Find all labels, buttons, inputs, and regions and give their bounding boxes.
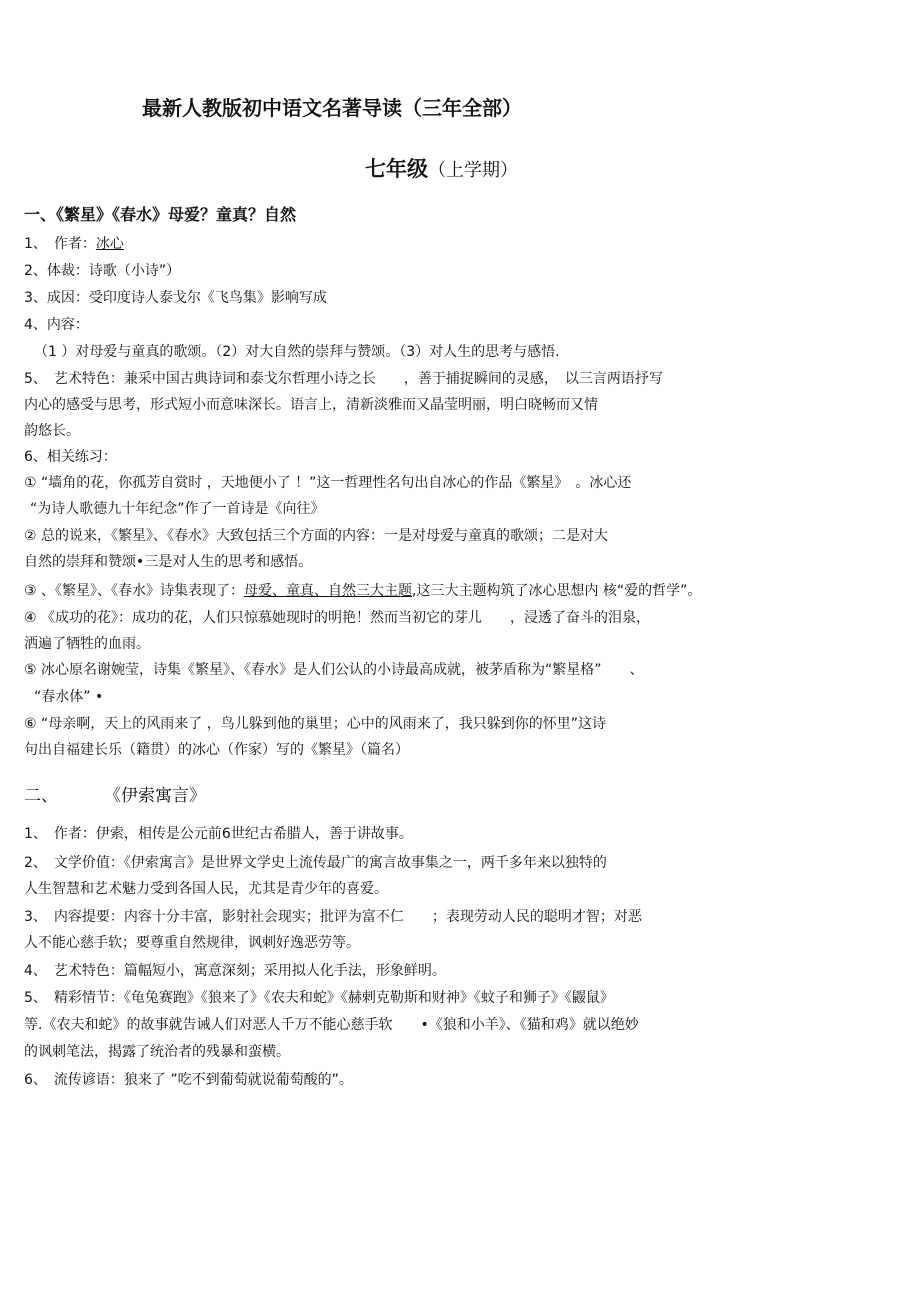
s2-plot-line2: 等.《农夫和蛇》的故事就告诫人们对恶人千万不能心慈手软 •《狼和小羊》、《猫和鸡》就以绝妙: [24, 1017, 639, 1033]
s1-ex2-line1: ② 总的说来，《繁星》、《春水》大致包括三个方面的内容：一是对母爱与童真的歌颂；二是对大: [24, 528, 608, 544]
s1-ex4-line1: ④ 《成功的花》：成功的花，人们只惊慕她现时的明艳！然而当初它的芽儿 ，浸透了奋斗的泪泉，: [24, 610, 650, 626]
s2-content-line2: 人不能心慈手软；要尊重自然规律，讽刺好逸恶劳等。: [24, 935, 360, 951]
section1-heading: 一、《繁星》《春水》母爱？童真？自然: [24, 205, 297, 224]
s1-ex2-line2: 自然的崇拜和赞颂•三是对人生的思考和感悟。: [24, 554, 313, 570]
s1-genre: 2、体裁：诗歌（小诗”）: [24, 263, 181, 279]
s2-plot-line1: 5、 精彩情节：《龟兔赛跑》《狼来了》《农夫和蛇》《赫剌克勒斯和财神》《蚊子和狮子》《鼹鼠》: [24, 990, 614, 1006]
s2-plot-line3: 的讽刺笔法，揭露了统治者的残暴和蛮横。: [24, 1044, 290, 1060]
grade-heading: [365, 155, 518, 185]
s1-author-line: [24, 235, 124, 253]
s1-ex4-line2: 洒遍了牺牲的血雨。: [24, 636, 150, 652]
s2-value-line1: 2、 文学价值：《伊索寓言》是世界文学史上流传最广的寓言故事集之一，两千多年来以独特的: [24, 855, 607, 871]
s1-ex5-line1: ⑤ 冰心原名谢婉莹，诗集《繁星》、《春水》是人们公认的小诗最高成就，被茅盾称为“繁星格” 、: [24, 662, 644, 678]
s1-content-items: （1 ）对母爱与童真的歌颂。（2）对大自然的崇拜与赞颂。（3）对人生的思考与感悟.: [34, 344, 560, 360]
s1-ex1-line2: “为诗人歌德九十年纪念”作了一首诗是《向往》: [30, 501, 325, 517]
section2-heading-title: 《伊索寓言》: [104, 786, 206, 806]
s1-ex6-line2: 句出自福建长乐（籍贯）的冰心（作家）写的《繁星》（篇名）: [24, 742, 409, 758]
grade-main: 七年级: [365, 157, 428, 181]
s1-exercise-label: 6、相关练习：: [24, 449, 117, 465]
s2-proverb: 6、 流传谚语：狼来了 ”吃不到葡萄就说葡萄酸的”。: [24, 1072, 353, 1088]
s1-ex3-after: ,这三大主题构筑了冰心思想内 核“爱的哲学”。: [412, 583, 702, 599]
grade-term: （上学期）: [428, 160, 518, 181]
s1-author-prefix: 1、 作者：: [24, 236, 96, 252]
s2-author: 1、 作者：伊索，相传是公元前6世纪古希腊人，善于讲故事。: [24, 826, 413, 842]
section2-heading-num: 二、: [24, 786, 58, 806]
document-title: 最新人教版初中语文名著导读（三年全部）: [142, 96, 522, 120]
s1-content-label: 4、内容：: [24, 317, 89, 333]
s1-ex3: [24, 582, 701, 600]
s1-art-line2: 内心的感受与思考，形式短小而意味深长。语言上，清新淡雅而又晶莹明丽，明白晓畅而又情: [24, 397, 598, 413]
s2-value-line2: 人生智慧和艺术魅力受到各国人民，尤其是青少年的喜爱。: [24, 881, 388, 897]
s1-author-name: 冰心: [95, 236, 124, 252]
s2-content-line1: 3、 内容提要：内容十分丰富，影射社会现实；批评为富不仁 ；表现劳动人民的聪明才智；对恶: [24, 909, 642, 925]
s1-ex3-before: ③ 、《繁星》、《春水》诗集表现了：: [24, 583, 244, 599]
s1-ex3-underlined: 母爱、童真、自然三大主题: [244, 583, 412, 599]
s2-art: 4、 艺术特色：篇幅短小，寓意深刻；采用拟人化手法，形象鲜明。: [24, 963, 446, 979]
s1-origin: 3、成因：受印度诗人泰戈尔《飞鸟集》影响写成: [24, 290, 327, 306]
s1-art-line3: 韵悠长。: [24, 423, 80, 439]
s1-ex1-line1: ① “墙角的花，你孤芳自赏时 ，天地便小了 ！”这一哲理性名句出自冰心的作品《繁星》 。冰心还: [24, 475, 632, 491]
s1-art-line1: 5、 艺术特色：兼采中国古典诗词和泰戈尔哲理小诗之长 ，善于捕捉瞬间的灵感， 以三言两语抒写: [24, 371, 663, 387]
s1-ex6-line1: ⑥ “母亲啊，天上的风雨来了 ，鸟儿躲到他的巢里；心中的风雨来了，我只躲到你的怀里”这诗: [24, 716, 606, 732]
s1-ex5-line2: “春水体” •: [34, 689, 104, 705]
